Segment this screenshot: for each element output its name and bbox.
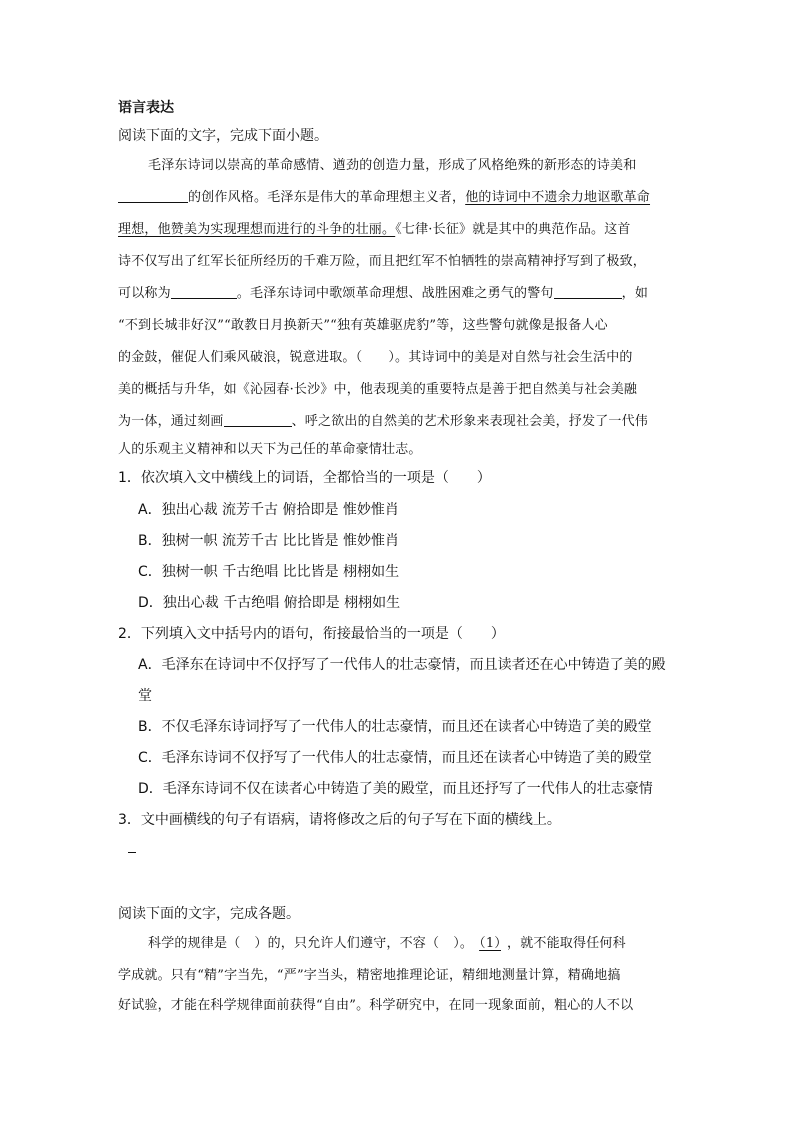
passage1-line — [118, 284, 648, 304]
option-a[interactable]: A．独出心裁 流芳千古 俯拾即是 惟妙惟肖 — [138, 502, 399, 518]
answer-line[interactable] — [128, 852, 136, 853]
passage2-line: 好试验，才能在科学规律面前获得“自由”。科学研究中，在同一现象面前，粗心的人不以 — [118, 998, 634, 1013]
passage1-text: ，如 — [621, 286, 649, 301]
question-stem: 1．依次填入文中横线上的词语，全都恰当的一项是（ ） — [118, 470, 491, 486]
passage2-intro: 阅读下面的文字，完成各题。 — [118, 906, 300, 922]
passage2-text: ）。 — [453, 936, 474, 951]
passage1-intro: 阅读下面的文字，完成下面小题。 — [118, 128, 328, 144]
underlined-sentence: 理想，他赞美为实现理想而进行的斗争的壮丽。 — [118, 222, 396, 237]
passage1-line: 人的乐观主义精神和以天下为己任的革命豪情壮志。 — [118, 442, 422, 457]
question-stem: 2．下列填入文中括号内的语句，衔接最恰当的一项是（ ） — [118, 626, 505, 642]
passage1-line: 美的概括与升华，如《沁园春·长沙》中，他表现美的重要特点是善于把自然美与社会美融 — [118, 382, 638, 397]
numbered-blank: （1） — [479, 936, 501, 951]
passage1-text: 可以称为 — [118, 286, 171, 301]
passage1-line — [118, 188, 650, 208]
option-a[interactable]: A．毛泽东在诗词中不仅抒写了一代伟人的壮志豪情，而且读者还在心中铸造了美的殿 — [138, 657, 666, 673]
passage1-text: 的金鼓，催促人们乘风破浪，锐意进取。（ — [118, 350, 363, 365]
option-b[interactable]: B．不仅毛泽东诗词抒写了一代伟人的壮志豪情，而且还在读者心中铸造了美的殿堂 — [138, 719, 652, 735]
option-d[interactable]: D．毛泽东诗词不仅在读者心中铸造了美的殿堂，而且还抒写了一代伟人的壮志豪情 — [138, 781, 653, 797]
passage1-text: 《七律·长征》就是其中的典范作品。这首 — [395, 222, 631, 237]
passage2-text: 科学的规律是（ — [148, 936, 241, 951]
passage2-line: 学成就。只有“精”字当先，“严”字当头，精密地推理论证，精细地测量计算，精确地搞 — [118, 968, 621, 983]
passage2-text: ，就不能取得任何科 — [507, 936, 626, 951]
fill-blank — [554, 284, 622, 299]
option-d[interactable]: D．独出心裁 千古绝唱 俯拾即是 栩栩如生 — [138, 595, 401, 611]
passage2-text: ）的，只允许人们遵守，不容（ — [254, 936, 440, 951]
passage1-line: 毛泽东诗词以崇高的革命感情、遒劲的创造力量，形成了风格绝殊的新形态的诗美和 — [148, 158, 637, 173]
passage1-line: 诗不仅写出了红军长征所经历的千难万险，而且把红军不怕牺牲的崇高精神抒写到了极致， — [118, 254, 647, 269]
passage1-text: 、呼之欲出的自然美的艺术形象来表现社会美，抒发了一代伟 — [291, 414, 649, 429]
section-title: 语言表达 — [118, 100, 174, 116]
underlined-sentence: 他的诗词中不遗余力地讴歌革命 — [465, 190, 651, 205]
passage2-line — [148, 934, 626, 954]
question-stem: 3．文中画横线的句子有语病，请将修改之后的句子写在下面的横线上。 — [118, 812, 561, 828]
option-c[interactable]: C．独树一帜 千古绝唱 比比皆是 栩栩如生 — [138, 564, 400, 580]
passage1-text: 的创作风格。毛泽东是伟大的革命理想主义者， — [188, 190, 466, 205]
option-b[interactable]: B．独树一帜 流芳千古 比比皆是 惟妙惟肖 — [138, 533, 399, 549]
passage1-line: “不到长城非好汉”“敢教日月换新天”“独有英雄驱虎豹”等，这些警句就像是报备人心 — [118, 318, 608, 333]
fill-blank — [171, 284, 237, 299]
passage1-text: 。毛泽东诗词中歌颂革命理想、战胜困难之勇气的警句 — [236, 286, 554, 301]
option-c[interactable]: C．毛泽东诗词不仅抒写了一代伟人的壮志豪情，而且还在读者心中铸造了美的殿堂 — [138, 750, 652, 766]
passage1-line — [118, 220, 631, 240]
passage1-line — [118, 412, 648, 432]
option-a-continued: 堂 — [138, 688, 152, 704]
passage1-line — [118, 348, 633, 368]
passage1-text: 为一体，通过刻画 — [118, 414, 224, 429]
passage1-text: ）。其诗词中的美是对自然与社会生活中的 — [388, 350, 633, 365]
fill-blank — [118, 188, 188, 203]
fill-blank — [224, 412, 292, 427]
